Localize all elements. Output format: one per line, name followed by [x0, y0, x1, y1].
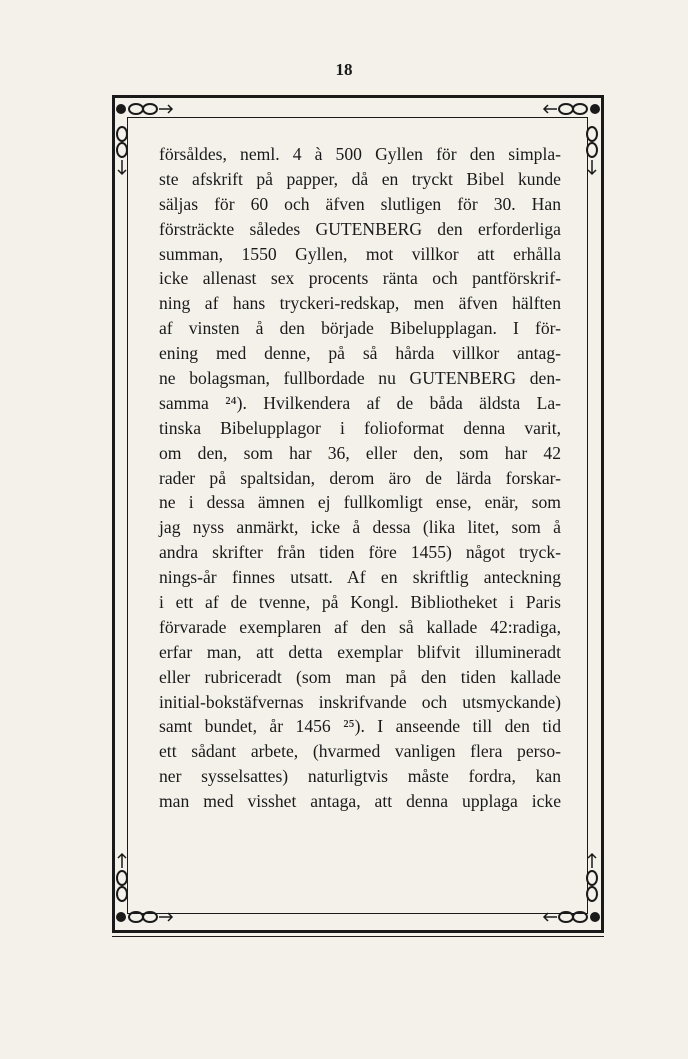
side-ornament-bottom-left-icon — [114, 848, 130, 908]
text-line: ning af hans tryckeri-redskap, men äfven hälften — [159, 293, 561, 314]
corner-ornament-bottom-left-icon — [114, 908, 176, 926]
text-line: ening med denne, på så hårda villkor antag- — [159, 343, 561, 364]
page-number: 18 — [335, 60, 353, 79]
text-line: initial-bokstäfvernas inskrifvande och utsmyckande) — [159, 691, 561, 712]
text-line: ste afskrift på papper, då en tryckt Bibel kunde — [159, 168, 561, 189]
text-line: ne bolagsman, fullbordade nu GUTENBERG den- — [159, 368, 561, 389]
side-ornament-top-right-icon — [584, 120, 600, 180]
text-line: om den, som har 36, eller den, som har 42 — [159, 442, 561, 463]
text-line: tinska Bibelupplagor i folioformat denna varit, — [159, 417, 561, 438]
text-line: samt bundet, år 1456 ²⁵). I anseende till den tid — [159, 716, 561, 737]
text-line: af vinsten å den började Bibelupplagan. I för- — [159, 318, 561, 339]
text-line: andra skrifter från tiden före 1455) något tryck- — [159, 542, 561, 563]
text-line: säljas för 60 och äfven slutligen för 30. Han — [159, 193, 561, 214]
corner-ornament-top-right-icon — [540, 100, 602, 118]
corner-ornament-bottom-right-icon — [540, 908, 602, 926]
text-line: erfar man, att detta exemplar blifvit illumineradt — [159, 641, 561, 662]
text-line: summan, 1550 Gyllen, mot villkor att erhålla — [159, 243, 561, 264]
text-line: man med visshet antaga, att denna upplaga icke — [159, 791, 561, 812]
body-text — [159, 142, 561, 814]
text-line: i ett af de tvenne, på Kongl. Bibliotheket i Paris — [159, 592, 561, 613]
text-line: jag nyss anmärkt, icke å dessa (lika litet, som å — [159, 517, 561, 538]
text-line: samma ²⁴). Hvilkendera af de båda äldsta La- — [159, 392, 561, 413]
text-line: försåldes, neml. 4 à 500 Gyllen för den simpla- — [159, 144, 561, 164]
bottom-rule — [112, 936, 604, 937]
text-line: förvarade exemplaren af den så kallade 42:radiga, — [159, 616, 561, 637]
side-ornament-bottom-right-icon — [584, 848, 600, 908]
text-line: ne i dessa ämnen ej fullkomligt ense, enär, som — [159, 492, 561, 513]
text-line: försträckte således GUTENBERG den erforderliga — [159, 218, 561, 239]
corner-ornament-top-left-icon — [114, 100, 176, 118]
text-line: ner sysselsattes) naturligtvis måste fordra, kan — [159, 766, 561, 787]
text-line: eller rubriceradt (som man på den tiden kallade — [159, 666, 561, 687]
text-line: icke allenast sex procents ränta och pantförskrif- — [159, 268, 561, 289]
text-line: nings-år finnes utsatt. Af en skriftlig anteckning — [159, 567, 561, 588]
text-line: rader på spaltsidan, derom äro de lärda forskar- — [159, 467, 561, 488]
side-ornament-top-left-icon — [114, 120, 130, 180]
text-line: ett sådant arbete, (hvarmed vanligen flera perso- — [159, 741, 561, 762]
